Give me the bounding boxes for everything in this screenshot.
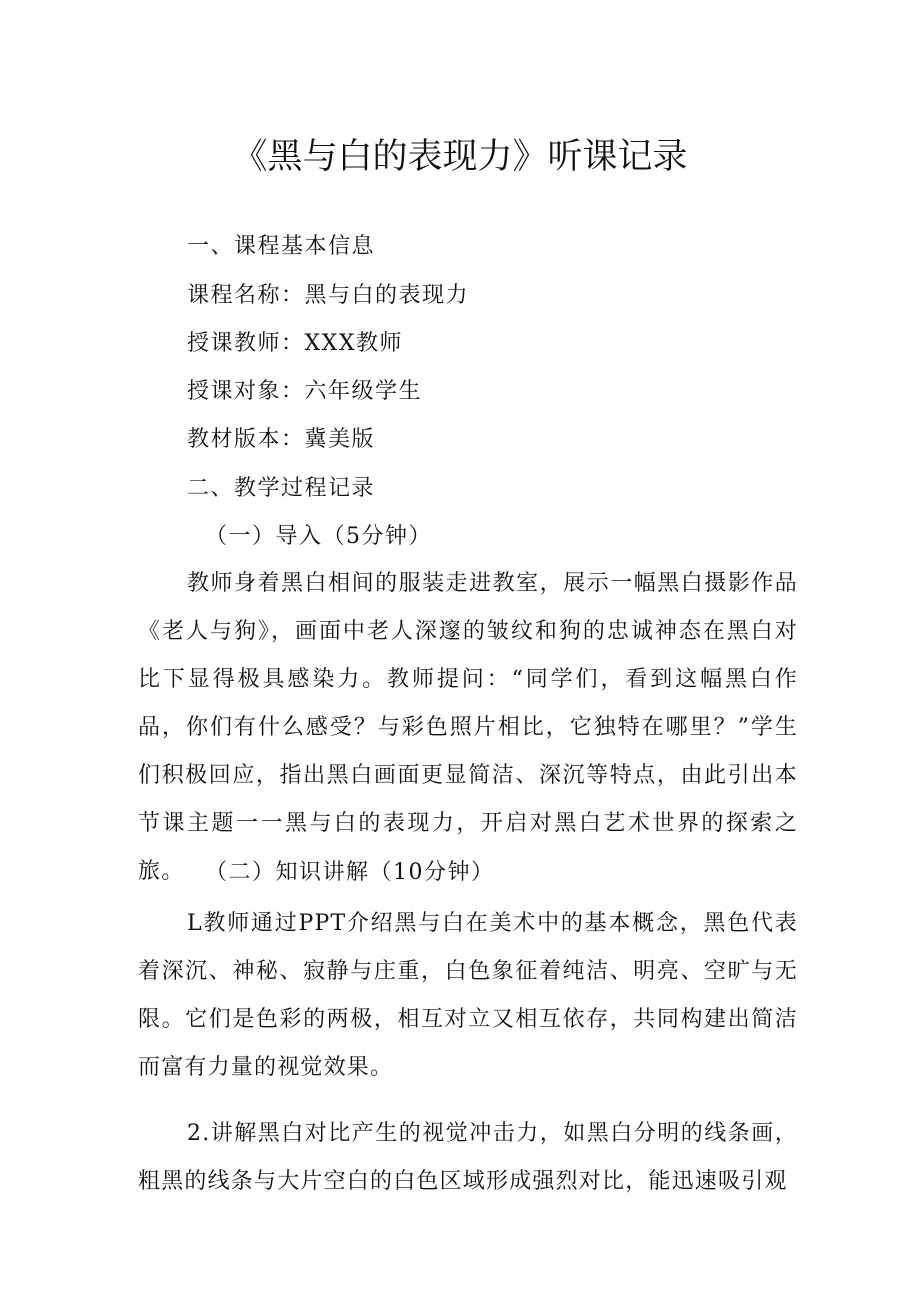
teacher-line: 授课教师：XXX教师 xyxy=(187,331,403,356)
section2-heading: 二、教学过程记录 xyxy=(187,476,376,501)
document-title: 《黑与白的表现力》听课记录 xyxy=(232,137,688,177)
course-name-line: 课程名称：黑与白的表现力 xyxy=(187,283,470,308)
part2-heading: （二）知识讲解（10分钟） xyxy=(205,860,495,885)
textbook-line: 教材版本：冀美版 xyxy=(187,427,376,452)
part1-heading: （一）导入（5分钟） xyxy=(205,524,432,549)
part2-paragraph-1: L教师通过PPT介绍黑与白在美术中的基本概念，黑色代表着深沉、神秘、寂静与庄重，白色象征着纯洁、明亮、空旷与无限。它们是色彩的两极，相互对立又相互依存，共同构建出简洁而富有力量的视觉效果。 xyxy=(138,911,798,1080)
section1-heading: 一、课程基本信息 xyxy=(187,234,376,259)
part2-paragraph-2: 2.讲解黑白对比产生的视觉冲击力，如黑白分明的线条画，粗黑的线条与大片空白的白色区域形成强烈对比，能迅速吸引观 xyxy=(138,1121,798,1194)
audience-line: 授课对象：六年级学生 xyxy=(187,379,423,404)
part1-paragraph: 教师身着黑白相间的服装走进教室，展示一幅黑白摄影作品《老人与狗》，画面中老人深邃的皱纹和狗的忠诚神态在黑白对比下显得极具感染力。教师提问：“同学们，看到这幅黑白作品，你们有什么感受？与彩色照片相比，它独特在哪里？”学生们积极回应，指出黑白画面更显简洁、深沉等特点，由此引出本节课主题一一黑与白的表现力，开启对黑白艺术世界的探索之旅。 xyxy=(138,571,798,884)
